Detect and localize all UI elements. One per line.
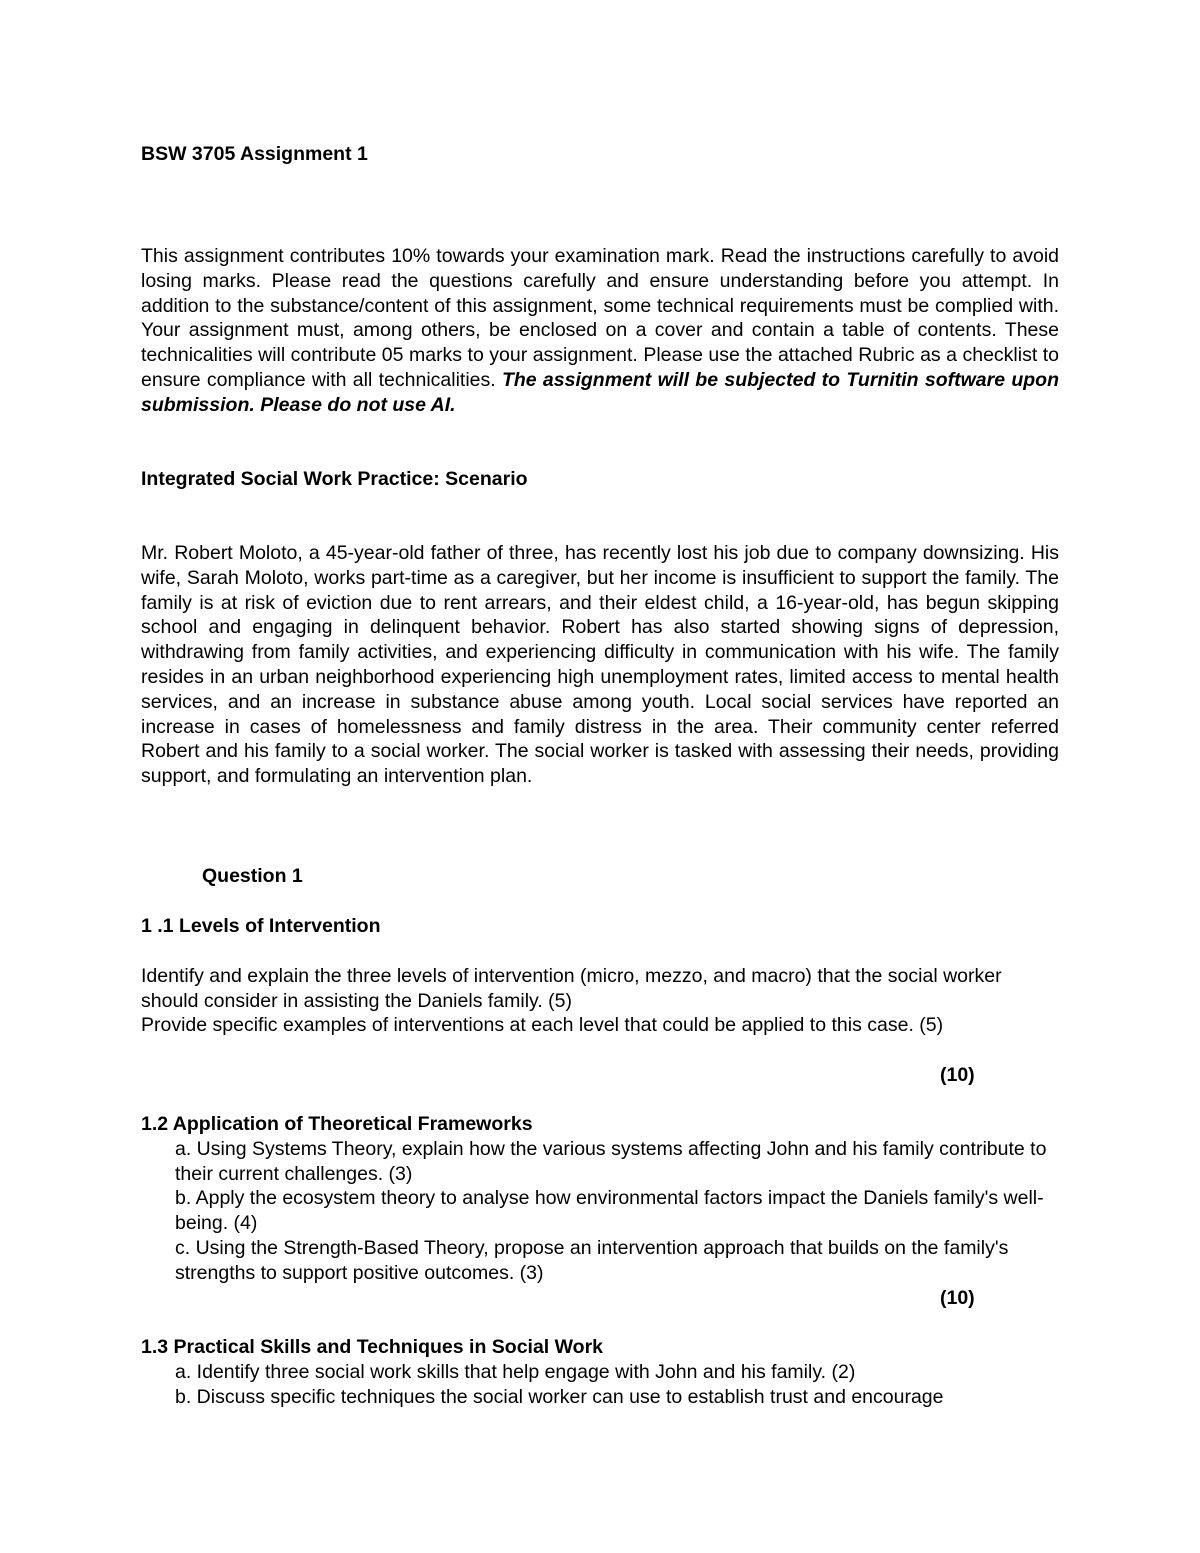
document-title: BSW 3705 Assignment 1 xyxy=(141,143,368,165)
section-1-2-item-a: a. Using Systems Theory, explain how the various systems affecting John and his family contribute to their current challenges. (3) xyxy=(175,1138,1047,1185)
scenario-paragraph: Mr. Robert Moloto, a 45-year-old father of three, has recently lost his job due to company downsizing. His wife, Sarah Moloto, works part-time as a caregiver, but her income is insufficient to support the family. The family is at risk of eviction due to rent arrears, and their eldest child, a 16-year-old, has begun skipping school and engaging in delinquent behavior. Robert has also started showing signs of depression, withdrawing from family activities, and experiencing difficulty in communication with his wife. The family resides in an urban neighborhood experiencing high unemployment rates, limited access to mental health services, and an increase in substance abuse among youth. Local social services have reported an increase in cases of homelessness and family distress in the area. Their community center referred Robert and his family to a social worker. The social worker is tasked with assessing their needs, providing support, and formulating an intervention plan. xyxy=(141,542,1059,788)
section-1-1-marks: (10) xyxy=(940,1064,975,1086)
section-1-3-item-b: b. Discuss specific techniques the social worker can use to establish trust and encourage xyxy=(175,1386,944,1408)
section-1-2-marks: (10) xyxy=(940,1287,975,1309)
scenario-heading: Integrated Social Work Practice: Scenario xyxy=(141,468,528,490)
section-1-2-heading: 1.2 Application of Theoretical Frameworks xyxy=(141,1113,533,1135)
intro-text: This assignment contributes 10% towards your examination mark. Read the instructions carefully to avoid losing marks. Please read the questions carefully and ensure understanding before you attempt. In addition to the substance/content of this assignment, some technical requirements must be complied with. Your assignment must, among others, be enclosed on a cover and contain a table of contents. These technicalities will contribute 05 marks to your assignment. Please use the attached Rubric as a checklist to ensure compliance with all technicalities. xyxy=(141,245,1059,391)
question-1-heading: Question 1 xyxy=(202,865,303,887)
section-1-2-item-c: c. Using the Strength-Based Theory, propose an intervention approach that builds on the family's strengths to support positive outcomes. (3) xyxy=(175,1237,1009,1284)
section-1-1-item-2: Provide specific examples of interventions at each level that could be applied to this case. (5) xyxy=(141,1014,944,1036)
section-1-2-item-b: b. Apply the ecosystem theory to analyse how environmental factors impact the Daniels family's well-being. (4) xyxy=(175,1187,1044,1234)
intro-emphasis: The assignment will be subjected to Turnitin software upon submission. Please do not use AI. xyxy=(141,368,1059,416)
section-1-1-item-1: Identify and explain the three levels of intervention (micro, mezzo, and macro) that the social worker should consider in assisting the Daniels family. (5) xyxy=(141,965,1002,1012)
section-1-3-heading: 1.3 Practical Skills and Techniques in Social Work xyxy=(141,1336,604,1358)
intro-paragraph xyxy=(141,244,1059,418)
section-1-1-heading: 1 .1 Levels of Intervention xyxy=(141,915,381,937)
section-1-3-item-a: a. Identify three social work skills that help engage with John and his family. (2) xyxy=(175,1361,856,1383)
